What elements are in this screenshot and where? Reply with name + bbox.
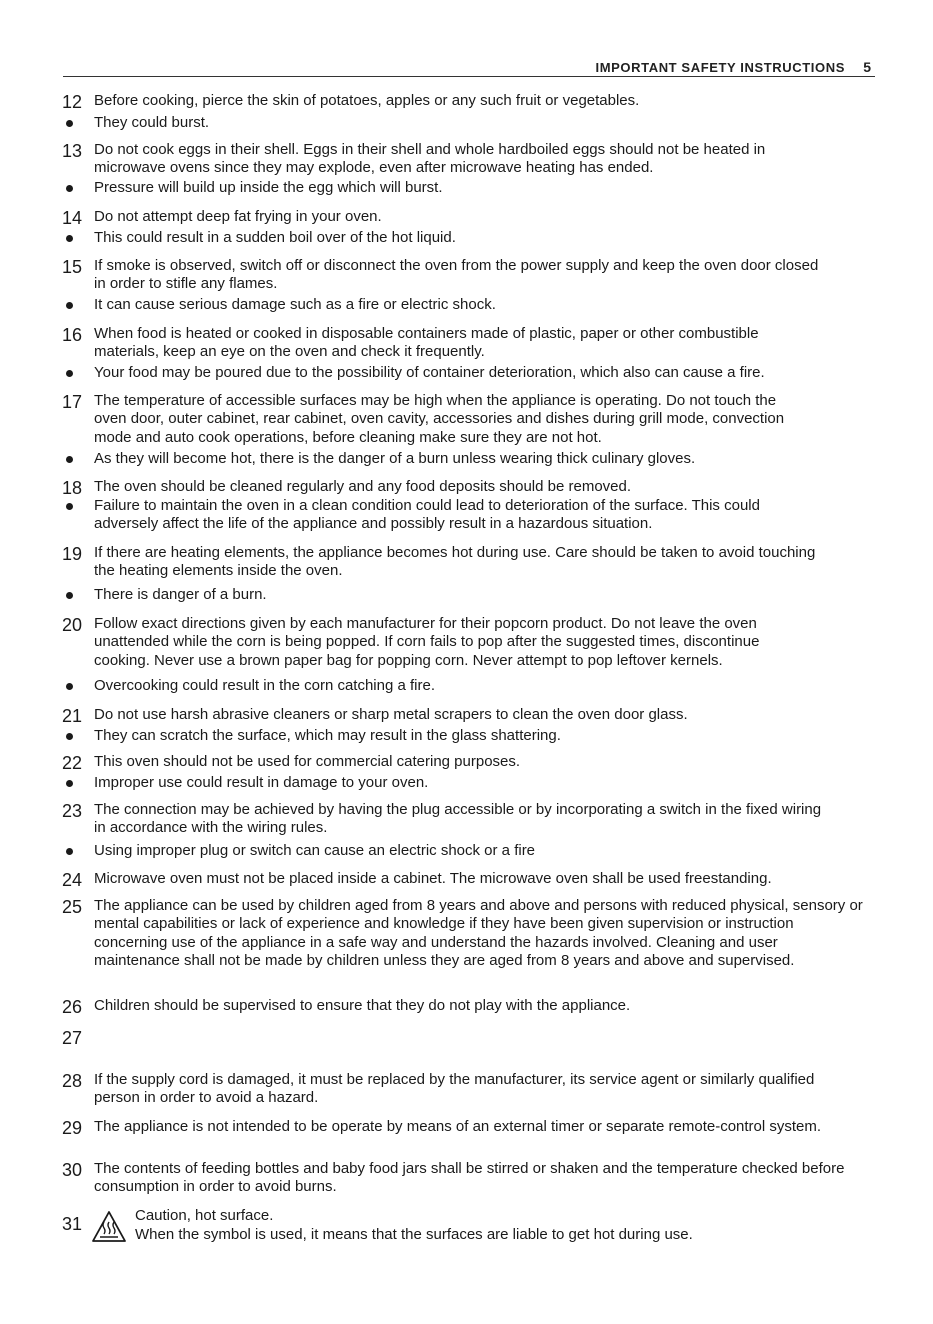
bullet-text: It can cause serious damage such as a fire or electric shock. [94,296,496,313]
hot-surface-warning-icon [91,1210,127,1243]
item-text: The oven should be cleaned regularly and any food deposits should be removed. [94,478,632,495]
item-number: 17 [62,392,83,412]
item-number: 31 [62,1214,83,1234]
item-text: Do not cook eggs in their shell. Eggs in their shell and whole hardboiled eggs should not be heated in microwave ovens since they may explode, even after microwave heating has ended. [94,141,766,177]
bullet-dot [66,370,73,377]
item-text: Children should be supervised to ensure that they do not play with the appliance. [94,997,631,1014]
item-number: 20 [62,615,83,635]
item-text: If smoke is observed, switch off or disconnect the oven from the power supply and keep the oven door closed in order to stifle any flames. [94,257,819,293]
item-number: 21 [62,706,83,726]
item-text: If the supply cord is damaged, it must be replaced by the manufacturer, its service agent or similarly qualified person in order to avoid a hazard. [94,1071,815,1107]
item-number: 28 [62,1071,83,1091]
item-number: 25 [62,897,83,917]
item-text: The appliance is not intended to be operate by means of an external timer or separate remote-control system. [94,1118,822,1135]
item-number: 26 [62,997,83,1017]
bullet-dot [66,592,73,599]
item-number: 24 [62,870,83,890]
bullet-text: There is danger of a burn. [94,586,267,603]
item-text: If there are heating elements, the appliance becomes hot during use. Care should be taken to avoid touching the heating elements inside the oven. [94,544,816,580]
item-number: 12 [62,92,83,112]
item-number: 14 [62,208,83,228]
item-number: 15 [62,257,83,277]
item-number: 13 [62,141,83,161]
bullet-text: Failure to maintain the oven in a clean condition could lead to deterioration of the surface. This could adversely affect the life of the appliance and possibly result in a hazardous situation. [94,497,760,533]
bullet-text: This could result in a sudden boil over of the hot liquid. [94,229,456,246]
item-number: 22 [62,753,83,773]
item-text: The connection may be achieved by having the plug accessible or by incorporating a switch in the fixed wiring in accordance with the wiring rules. [94,801,822,837]
bullet-dot [66,120,73,127]
bullet-dot [66,733,73,740]
bullet-text: Pressure will build up inside the egg which will burst. [94,179,443,196]
bullet-text: As they will become hot, there is the danger of a burn unless wearing thick culinary gloves. [94,450,696,467]
bullet-dot [66,302,73,309]
item-text: The contents of feeding bottles and baby food jars shall be stirred or shaken and the temperature checked before consumption in order to avoid burns. [94,1160,845,1196]
page-number: 5 [863,59,871,75]
caution-text: When the symbol is used, it means that the surfaces are liable to get hot during use. [135,1226,693,1243]
item-text: The temperature of accessible surfaces may be high when the appliance is operating. Do not touch the oven door, outer cabinet, rear cabinet, oven cavity, accessories and dishes during grill mode, convection mode and auto cook operations, before cleaning make sure they are not hot. [94,392,785,446]
bullet-dot [66,185,73,192]
item-text: Microwave oven must not be placed inside a cabinet. The microwave oven shall be used freestanding. [94,870,772,887]
bullet-dot [66,235,73,242]
header-title: IMPORTANT SAFETY INSTRUCTIONS [595,60,845,75]
item-number: 30 [62,1160,83,1180]
bullet-text: Your food may be poured due to the possibility of container deterioration, which also can cause a fire. [94,364,765,381]
item-text: Follow exact directions given by each manufacturer for their popcorn product. Do not leave the oven unattended while the corn is being popped. If corn fails to pop after the suggested times, discontinue cooking. Never use a brown paper bag for popping corn. Never attempt to pop leftover kernels. [94,615,760,669]
item-number: 27 [62,1028,83,1048]
bullet-text: Overcooking could result in the corn catching a fire. [94,677,436,694]
item-text: Do not attempt deep fat frying in your oven. [94,208,382,225]
bullet-dot [66,848,73,855]
bullet-text: Using improper plug or switch can cause an electric shock or a fire [94,842,536,859]
bullet-dot [66,683,73,690]
bullet-dot [66,780,73,787]
item-text: Before cooking, pierce the skin of potatoes, apples or any such fruit or vegetables. [94,92,640,109]
bullet-dot [66,503,73,510]
item-number: 16 [62,325,83,345]
bullet-text: They could burst. [94,114,210,131]
item-text: This oven should not be used for commercial catering purposes. [94,753,521,770]
item-number: 19 [62,544,83,564]
item-number: 23 [62,801,83,821]
item-number: 18 [62,478,83,498]
item-text: Do not use harsh abrasive cleaners or sharp metal scrapers to clean the oven door glass. [94,706,688,723]
item-text: When food is heated or cooked in disposable containers made of plastic, paper or other combustible materials, keep an eye on the oven and check it frequently. [94,325,759,361]
item-text: The appliance can be used by children aged from 8 years and above and persons with reduced physical, sensory or mental capabilities or lack of experience and knowledge if they have been given supervision or instruction concerning use of the appliance in a safe way and understand the hazards involved. Cleaning and user maintenance shall not be made by children unless they are aged from 8 years and above and supervised. [94,897,863,970]
caution-title: Caution, hot surface. [135,1207,274,1224]
item-number: 29 [62,1118,83,1138]
page-header [63,58,875,77]
bullet-text: Improper use could result in damage to your oven. [94,774,429,791]
bullet-text: They can scratch the surface, which may result in the glass shattering. [94,727,561,744]
bullet-dot [66,456,73,463]
